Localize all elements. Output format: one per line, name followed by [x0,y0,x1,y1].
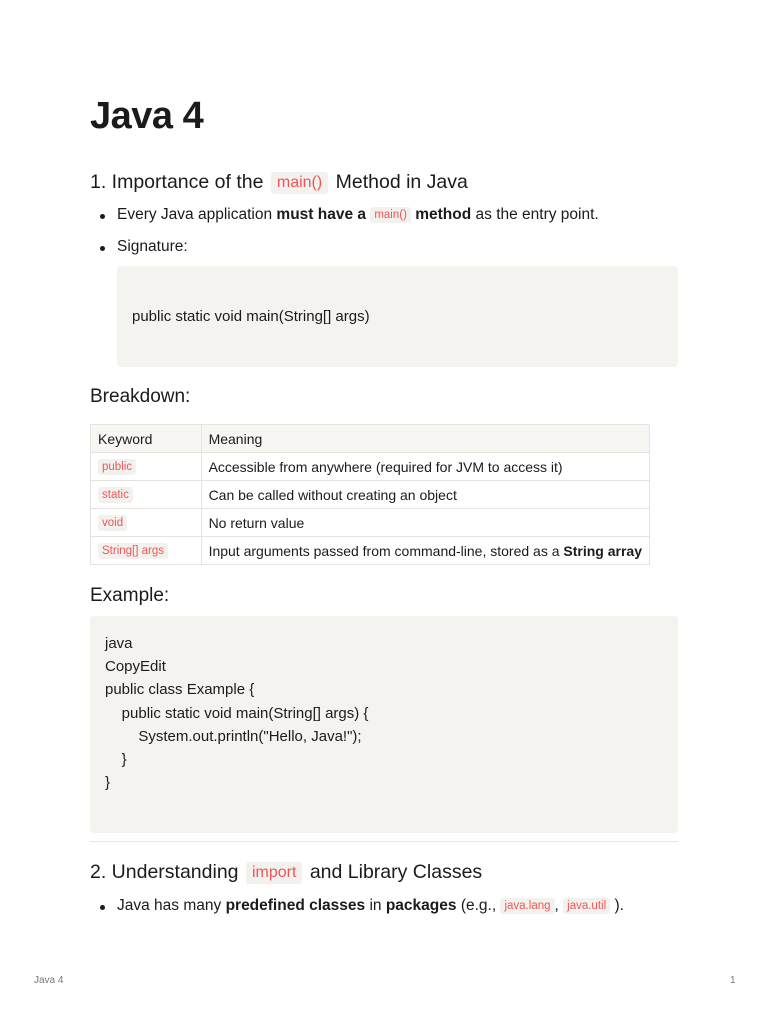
page-number: 1 [730,975,736,986]
divider [90,841,678,842]
page-title: Java 4 [90,95,204,137]
keyword-code: static [98,487,133,503]
keyword-code: public [98,459,136,475]
section2-heading: 2. Understanding import and Library Classes [90,861,483,883]
keyword-code: void [98,515,127,531]
meaning-cell: Input arguments passed from command-line, stored as a String array [201,537,649,565]
inline-code: java.lang [500,898,554,914]
signature-code-block: public static void main(String[] args) [117,266,678,367]
breakdown-table [90,424,650,565]
meaning-cell: No return value [201,509,649,537]
table-row [91,537,650,565]
table-row [91,509,650,537]
meaning-cell: Can be called without creating an object [201,481,649,509]
column-header: Keyword [91,425,202,453]
inline-code: import [246,862,302,884]
example-heading: Example: [90,585,170,606]
keyword-code: String[] args [98,543,168,559]
example-code-block: java CopyEdit public class Example { public static void main(String[] args) { System.out.println("Hello, Java!"); } } [90,616,678,833]
section2-bullets [90,895,678,917]
footer-title: Java 4 [34,975,64,986]
table-row [91,453,650,481]
inline-code: java.util [563,898,610,914]
inline-code: main() [271,172,328,194]
column-header: Meaning [201,425,649,453]
section1-bullets [90,204,678,258]
list-item: Every Java application must have a main() method as the entry point. [90,204,678,226]
table-header-row [91,425,650,453]
inline-code: main() [370,207,411,223]
list-item: Java has many predefined classes in packages (e.g., java.lang , java.util ). [90,895,678,917]
section1-heading: 1. Importance of the main() Method in Java [90,171,468,193]
table-row [91,481,650,509]
breakdown-heading: Breakdown: [90,386,191,407]
meaning-cell: Accessible from anywhere (required for JVM to access it) [201,453,649,481]
list-item: Signature: [90,236,678,258]
